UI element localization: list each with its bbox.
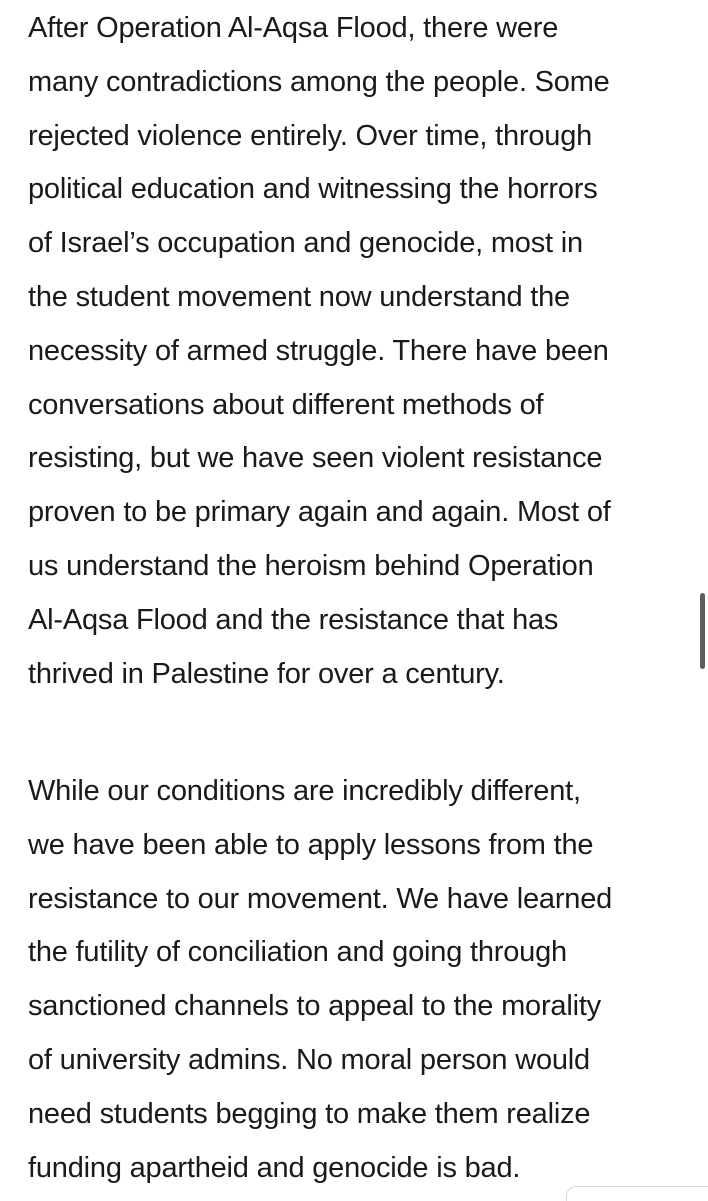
text-line: Al-Aqsa Flood and the resistance that has (28, 603, 559, 636)
scrollbar-thumb[interactable] (700, 593, 705, 669)
text-line: funding apartheid and genocide is bad. (28, 1151, 521, 1184)
text-line: need students begging to make them realize (28, 1097, 591, 1130)
text-line: While our conditions are incredibly different, (28, 775, 581, 807)
bottom-overlay-edge (566, 1186, 708, 1201)
text-line: we have been able to apply lessons from the (28, 828, 594, 861)
text-line: the student movement now understand the (28, 280, 570, 313)
text-line: many contradictions among the people. Some (28, 65, 610, 98)
text-line: of university admins. No moral person would (28, 1043, 590, 1076)
text-line: sanctioned channels to appeal to the morality (28, 990, 601, 1023)
text-line: conversations about different methods of (28, 388, 544, 421)
text-line: us understand the heroism behind Operation (28, 549, 594, 582)
text-line: of Israel’s occupation and genocide, most in (28, 227, 583, 260)
text-line: thrived in Palestine for over a century. (28, 657, 505, 690)
text-line: After Operation Al-Aqsa Flood, there were (28, 12, 559, 44)
text-line: resisting, but we have seen violent resistance (28, 442, 603, 475)
paragraph-2 (28, 765, 612, 1195)
text-line: political education and witnessing the horrors (28, 173, 598, 206)
text-line: resistance to our movement. We have learned (28, 882, 613, 915)
paragraph-1 (28, 2, 611, 701)
text-line: the futility of conciliation and going through (28, 936, 567, 969)
text-line: proven to be primary again and again. Most of (28, 496, 611, 529)
text-line: necessity of armed struggle. There have been (28, 334, 609, 367)
text-line: rejected violence entirely. Over time, through (28, 119, 593, 152)
